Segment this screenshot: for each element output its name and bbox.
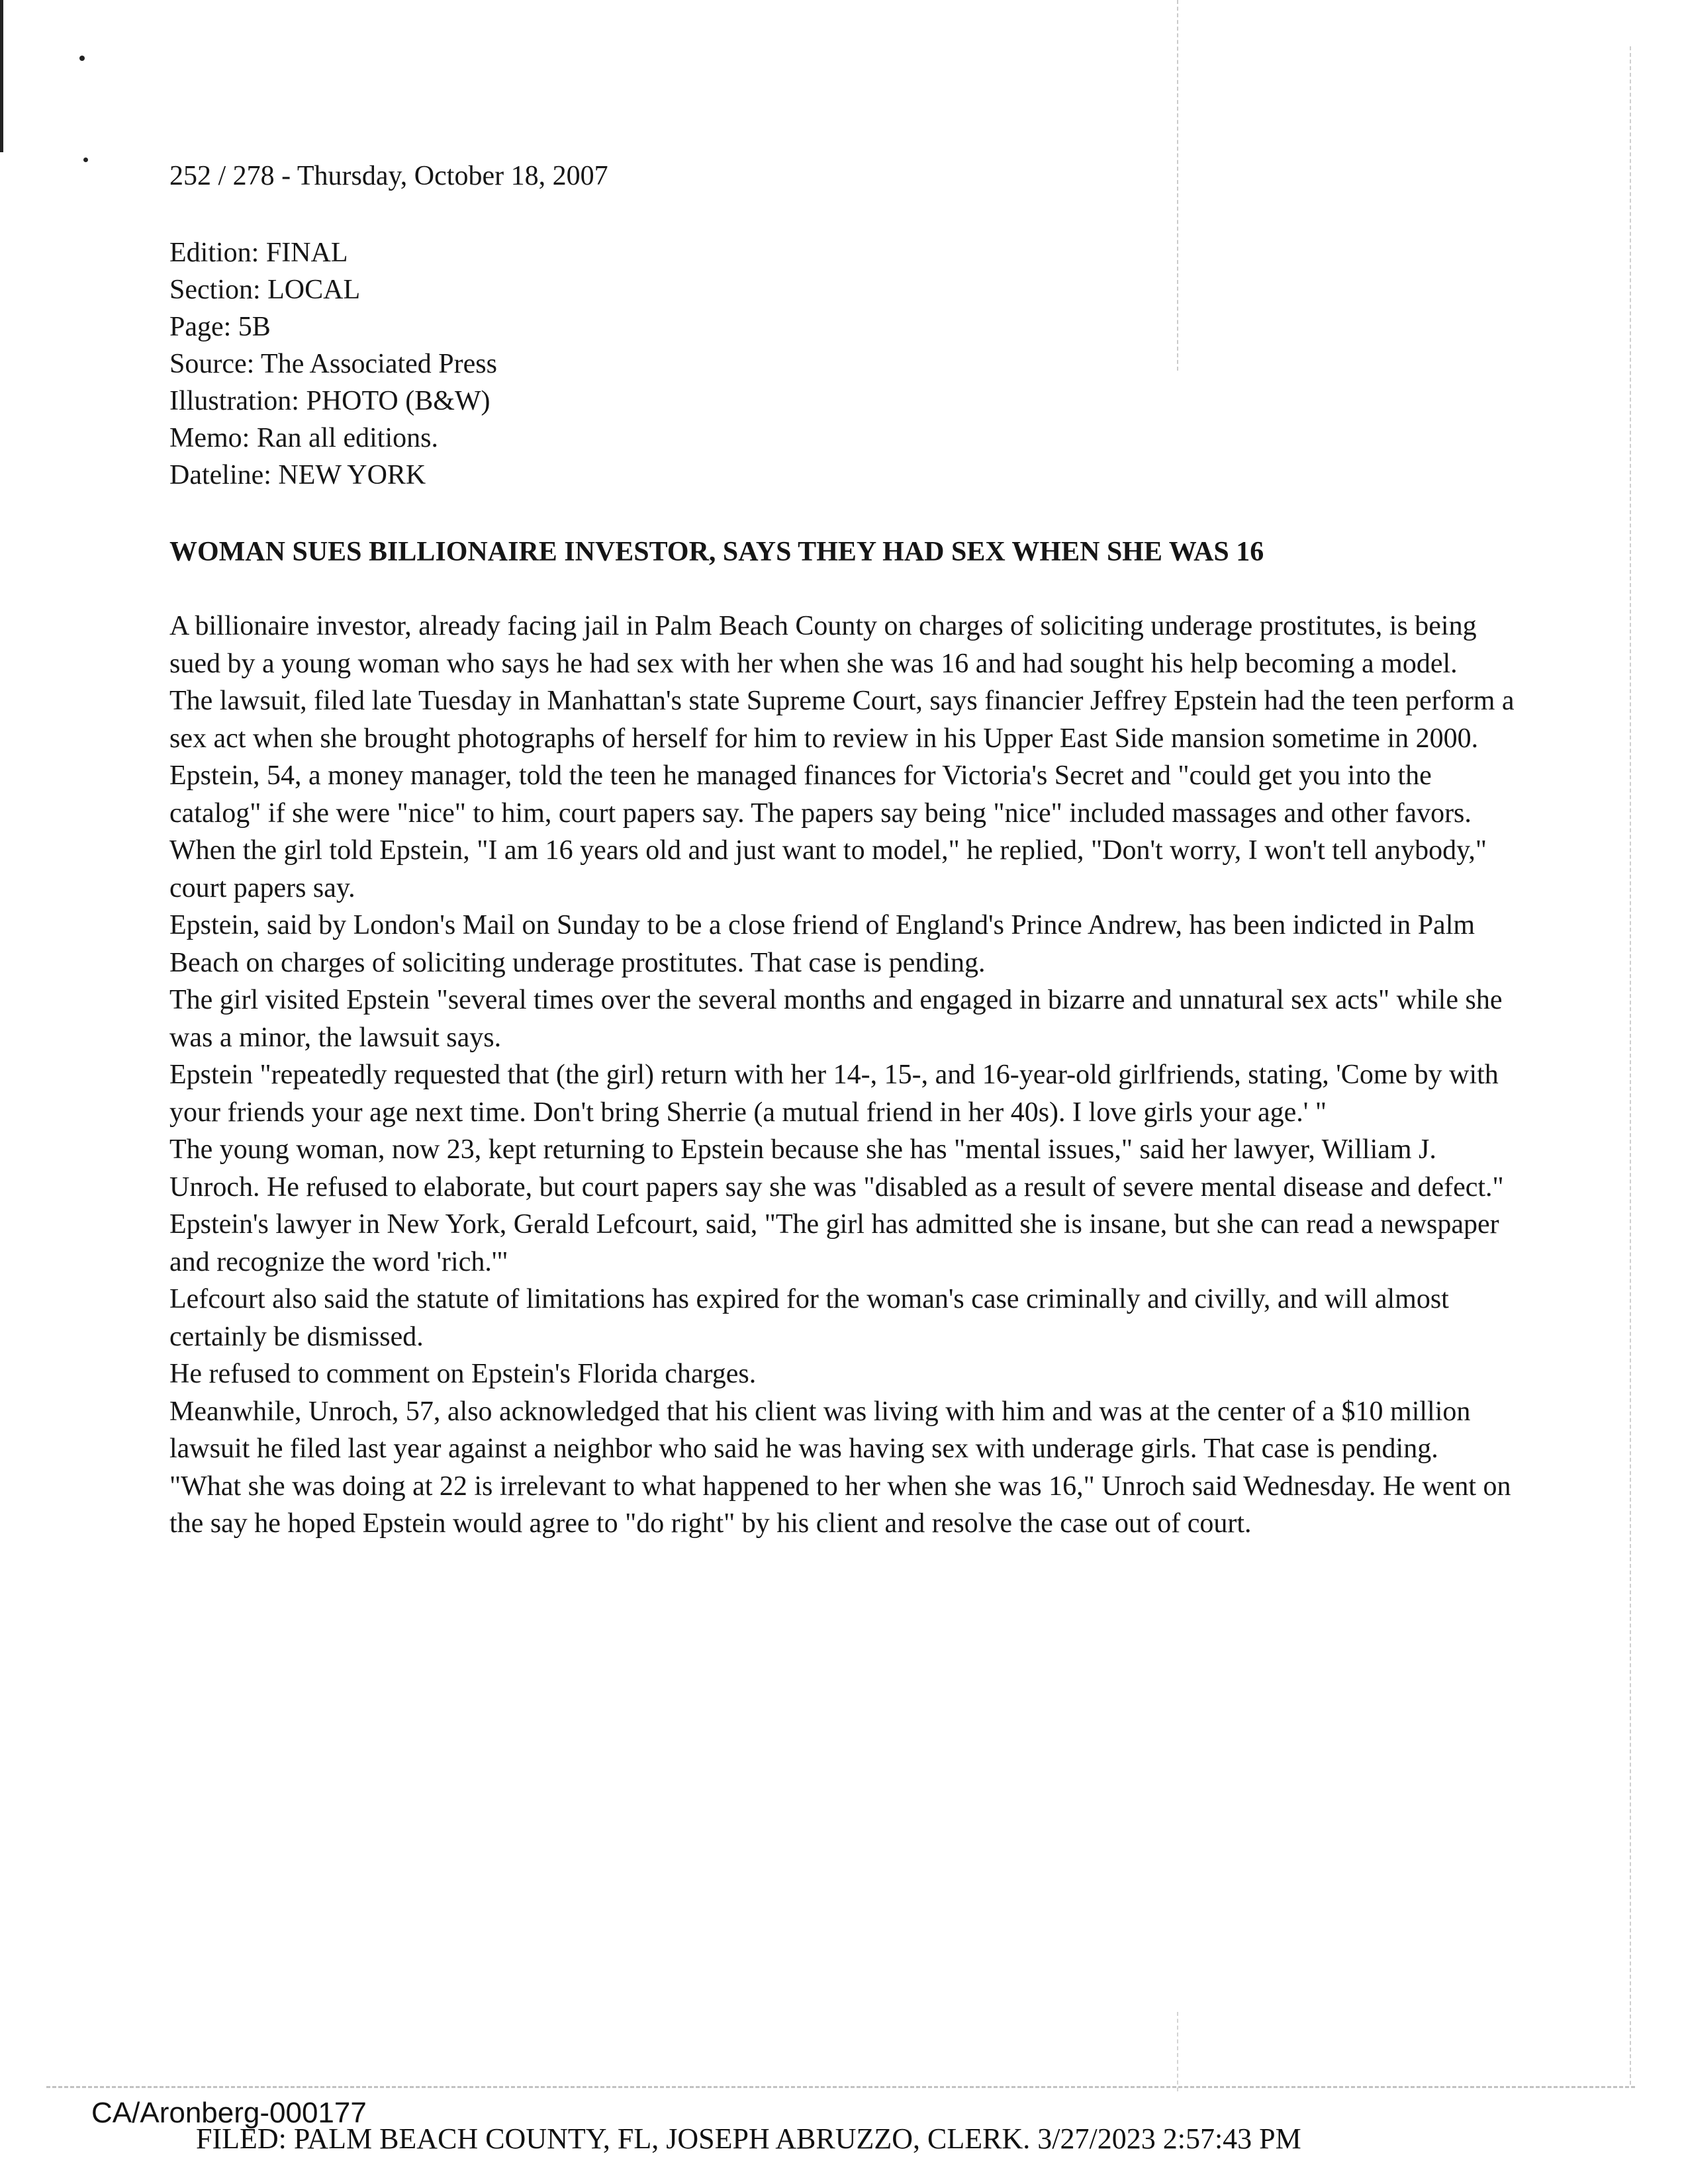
article-paragraph: "What she was doing at 22 is irrelevant to what happened to her when she was 16," Unroch said Wednesday. He went on the say he hoped Epstein would agree to "do right" by his client and resolve the case out of court.	[169, 1471, 1511, 1539]
article-headline: WOMAN SUES BILLIONAIRE INVESTOR, SAYS THEY HAD SEX WHEN SHE WAS 16	[169, 537, 1264, 567]
article-dateline: 252 / 278 - Thursday, October 18, 2007	[169, 161, 608, 191]
article-paragraph: Epstein, said by London's Mail on Sunday to be a close friend of England's Prince Andrew, has been indicted in Palm Beach on charges of soliciting underage prostitutes. That case is pending.	[169, 910, 1475, 978]
article-paragraph: The girl visited Epstein "several times over the several months and engaged in bizarre and unnatural sex acts" while she was a minor, the lawsuit says.	[169, 985, 1503, 1053]
meta-source: Source: The Associated Press	[169, 349, 497, 379]
article-paragraph: He refused to comment on Epstein's Florida charges.	[169, 1359, 757, 1389]
scan-fold-line-lower	[1177, 2012, 1178, 2091]
clerk-filing-stamp: FILED: PALM BEACH COUNTY, FL, JOSEPH ABRUZZO, CLERK. 3/27/2023 2:57:43 PM	[196, 2122, 1301, 2155]
article-paragraph: When the girl told Epstein, "I am 16 years old and just want to model," he replied, "Don't worry, I won't tell anybody," court papers say.	[169, 835, 1487, 903]
meta-dateline-city: Dateline: NEW YORK	[169, 460, 426, 490]
article-metadata	[169, 234, 1513, 494]
meta-edition: Edition: FINAL	[169, 238, 348, 268]
article-paragraph: Meanwhile, Unroch, 57, also acknowledged that his client was living with him and was at the center of a $10 million lawsuit he filed last year against a neighbor who said he was having sex with underage girls. That case is pending.	[169, 1396, 1471, 1464]
article-paragraph: A billionaire investor, already facing jail in Palm Beach County on charges of soliciting underage prostitutes, is being sued by a young woman who says he had sex with her when she was 16 and had sought his help becoming a model.	[169, 611, 1477, 679]
scan-bottom-edge-line	[46, 2086, 1635, 2088]
article-paragraph: Epstein "repeatedly requested that (the girl) return with her 14-, 15-, and 16-year-old girlfriends, stating, 'Come by with your friends your age next time. Don't bring Sherrie (a mutual friend in her 40s). I love girls your age.' "	[169, 1060, 1499, 1128]
scan-speck	[83, 158, 88, 162]
article-paragraph: Epstein, 54, a money manager, told the teen he managed finances for Victoria's Secret and "could get you into the catalog" if she were "nice" to him, court papers say. The papers say being "nice" included massages and other favors.	[169, 760, 1472, 829]
bates-number: CA/Aronberg-000177	[91, 2097, 367, 2129]
meta-illustration: Illustration: PHOTO (B&W)	[169, 386, 491, 416]
meta-section: Section: LOCAL	[169, 275, 361, 305]
scan-speck	[79, 56, 85, 61]
meta-page: Page: 5B	[169, 312, 271, 342]
scan-right-edge-line	[1630, 46, 1631, 2085]
article-paragraph: The young woman, now 23, kept returning to Epstein because she has "mental issues," said her lawyer, William J. Unroch. He refused to elaborate, but court papers say she was "disabled as a result of severe mental disease and defect."	[169, 1134, 1504, 1203]
article-body	[169, 608, 1520, 1543]
meta-memo: Memo: Ran all editions.	[169, 423, 438, 453]
scan-edge-mark	[0, 0, 3, 152]
article-paragraph: Lefcourt also said the statute of limitations has expired for the woman's case criminally and civilly, and will almost certainly be dismissed.	[169, 1284, 1449, 1352]
article-paragraph: The lawsuit, filed late Tuesday in Manhattan's state Supreme Court, says financier Jeffrey Epstein had the teen perform a sex act when she brought photographs of herself for him to review in his Upper East Side mansion sometime in 2000.	[169, 686, 1515, 754]
article-paragraph: Epstein's lawyer in New York, Gerald Lefcourt, said, "The girl has admitted she is insane, but she can read a newspaper and recognize the word 'rich.'"	[169, 1209, 1499, 1277]
